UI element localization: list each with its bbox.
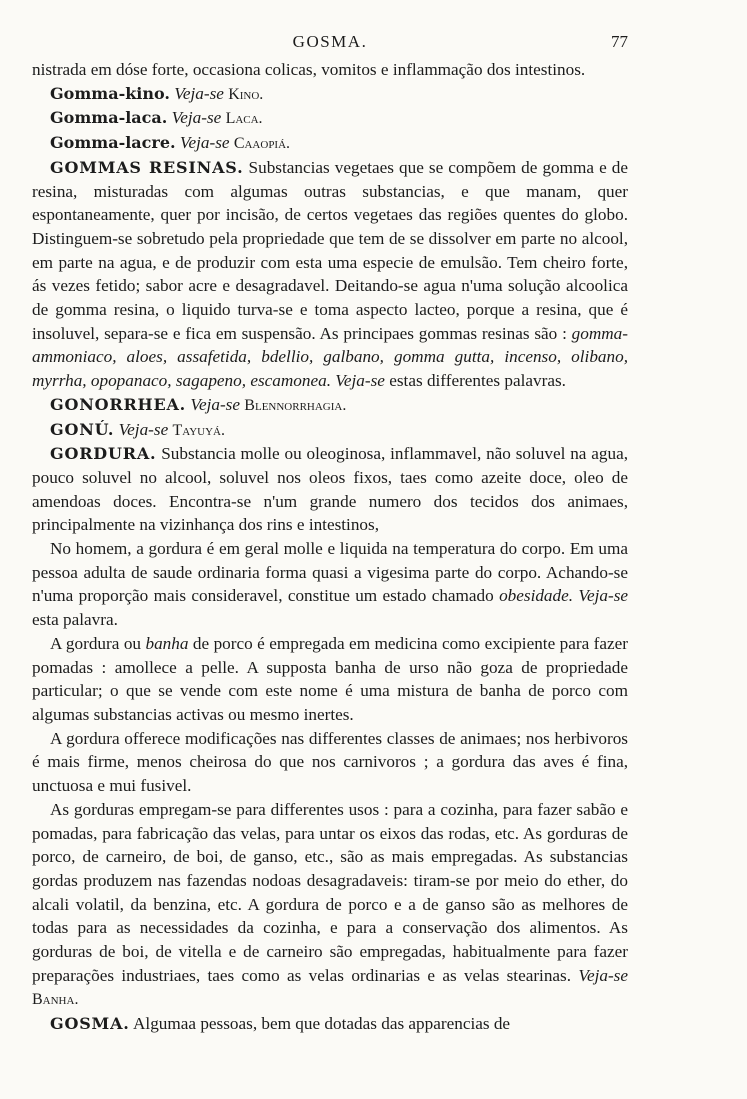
headword: GOMMAS RESINAS.: [50, 157, 244, 177]
paragraph-text: de porco é empregada em medicina como excipiente para fazer pomadas : amollece a pelle. A supposta banha de urso não goza de propriedade particular; o que se vende com este nome é uma mistura de banha de porco com algumas substancias activas ou mesmo inertes.: [32, 633, 629, 724]
definition-text: estas differentes palavras.: [389, 371, 566, 391]
headword: GONÚ.: [50, 419, 115, 439]
page-body: [32, 58, 628, 1036]
continuation-paragraph: nistrada em dóse forte, occasiona colicas, vomitos e inflammação dos intestinos.: [32, 60, 586, 79]
headword: Gomma-laca.: [50, 108, 168, 128]
italic-term: banha: [145, 633, 189, 653]
definition-text: Substancias vegetaes que se compõem de gomma e de resina, misturadas com algumas outras substancias, e que manam, quer espontaneamente, quer por incisão, de certos vegetaes das regiões quentes do globo. Distinguem-se sobretudo pela propriedade que tem de se dissolver em parte no alcool, em parte na agua, e de produzir com esta uma especie de emulsão. Tem cheiro forte, ás vezes fetido; sabor acre e desagradavel. Deitando-se agua n'uma solução alcoolica de gomma resina, o liquido turva-se e toma aspecto lacteo, porque a resina, que é insoluvel, separa-se e fica em suspensão. As principaes gommas resinas são :: [32, 157, 629, 343]
cross-reference: Tayuyá.: [172, 421, 225, 439]
cross-reference: Kino.: [228, 85, 264, 103]
cross-reference: Caaopiá.: [233, 135, 291, 153]
paragraph: [32, 632, 628, 727]
cross-reference: Banha.: [32, 991, 79, 1009]
cross-reference: Laca.: [225, 110, 263, 128]
entry-gonu: [32, 418, 628, 443]
paragraph-text: As gorduras empregam-se para differentes usos : para a cozinha, para fazer sabão e pomadas, para fabricação das velas, para untar os eixos das rodas, etc. As gorduras de porco, de carneiro, de boi, de ganso, etc., são as mais empregadas. As substancias gordas produzem nas fazendas nodoas desagradaveis: tiram-se por meio do ether, do alcali volatil, da benzina, etc. A gordura de porco e a de ganso são as melhores de todas para as necessidades da cozinha, e para a conservação dos alimentos. As gorduras de boi, de vitella e de carneiro são empregadas, habitualmente para fazer preparações industriaes, taes como as velas ordinarias e as velas stearinas.: [32, 799, 628, 985]
see-also: Veja-se: [171, 108, 222, 128]
book-page: [32, 30, 628, 1036]
paragraph: [32, 537, 628, 632]
headword: Gomma-lacre.: [50, 133, 176, 153]
paragraph: A gordura offerece modificações nas differentes classes de animaes; nos herbivoros é mais firme, menos cheirosa do que nos carnivoros ; a gordura das aves é fina, unctuosa e mui fusivel.: [32, 728, 628, 796]
headword: GORDURA.: [50, 444, 157, 464]
italic-term: obesidade.: [499, 586, 574, 606]
headword: GOSMA.: [50, 1014, 130, 1034]
definition-text: Algumaa pessoas, bem que dotadas das apparencias de: [133, 1014, 511, 1034]
paragraph-text: esta palavra.: [32, 610, 118, 630]
entry-gonorrhea: [32, 393, 628, 418]
entry-gomma-lacre: [32, 131, 628, 156]
entry-gordura: [32, 442, 628, 537]
see-also: Veja-se: [578, 586, 629, 606]
running-title: GOSMA.: [292, 32, 368, 51]
page-number: 77: [611, 32, 628, 51]
paragraph-text: No homem, a gordura é em geral molle e liquida na temperatura do corpo. Em uma pessoa adulta de saude ordinaria forma quasi a vigesima parte do corpo. Achando-se n'uma proporção mais consideravel, constitue um estado chamado: [32, 539, 628, 606]
resin-list: gomma-ammoniaco, aloes, assafetida, bdellio, galbano, gomma gutta, incenso, olibano, myrrha, opopanaco, sagapeno, escamonea.: [32, 323, 628, 391]
page-header: [32, 30, 628, 58]
entry-gommas-resinas: [32, 156, 628, 393]
see-also: Veja-se: [118, 419, 169, 439]
see-also: Veja-se: [335, 371, 385, 391]
entry-gomma-laca: [32, 106, 628, 131]
see-also: Veja-se: [174, 83, 224, 103]
paragraph-text: A gordura ou: [50, 633, 142, 653]
definition-text: Substancia molle ou oleoginosa, inflammavel, não soluvel na agua, pouco soluvel no alcool, soluvel nos oleos fixos, taes como azeite doce, oleo de amendoas doces. Encontra-se n'um grande numero dos tecidos dos animaes, principalmente na vizinhança dos rins e intestinos,: [32, 444, 628, 535]
see-also: Veja-se: [179, 133, 230, 153]
headword: Gomma-kino.: [50, 83, 170, 103]
see-also: Veja-se: [190, 394, 240, 414]
see-also: Veja-se: [578, 965, 628, 985]
paragraph: [32, 798, 628, 1012]
headword: GONORRHEA.: [50, 394, 187, 414]
entry-gomma-kino: [32, 82, 628, 107]
cross-reference: Blennorrhagia.: [244, 396, 347, 414]
entry-gosma: [32, 1012, 628, 1036]
